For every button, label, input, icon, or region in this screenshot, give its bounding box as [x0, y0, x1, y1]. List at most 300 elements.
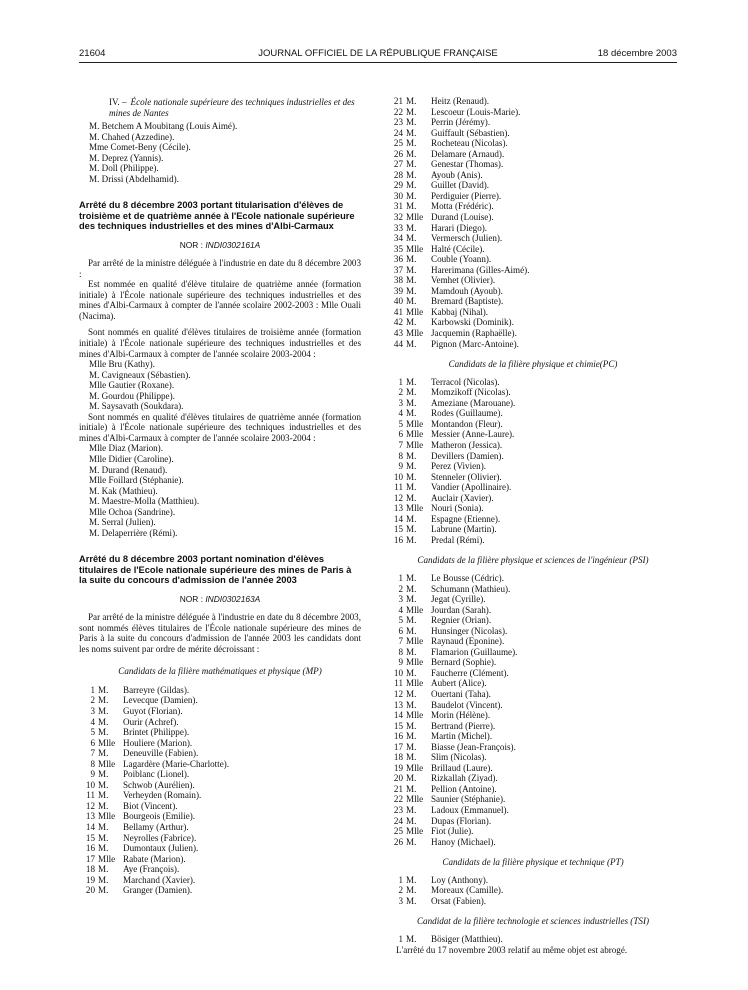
rank-number: 38 — [393, 275, 403, 286]
civil-title: M. — [406, 720, 417, 731]
civil-title: M. — [406, 138, 417, 149]
civil-title: Mlle — [406, 678, 424, 689]
ranked-row — [387, 149, 679, 160]
ranked-row — [387, 605, 679, 616]
ranked-row — [387, 377, 679, 388]
rank-number: 24 — [393, 127, 403, 138]
candidate-name: Ameziane (Marouane). — [431, 397, 516, 408]
list-item: Mlle Gautier (Roxane). — [89, 380, 175, 391]
civil-title: M. — [406, 752, 417, 763]
rank-number: 16 — [393, 731, 403, 742]
civil-title: M. — [406, 471, 417, 482]
rank-number: 16 — [393, 534, 403, 545]
issue-date: 18 décembre 2003 — [597, 48, 677, 59]
candidate-name: Mamdouh (Ayoub). — [431, 285, 503, 296]
rank-number: 18 — [393, 752, 403, 763]
ranked-row — [79, 875, 361, 886]
nantes-name-list — [79, 121, 361, 184]
civil-title: M. — [406, 180, 417, 191]
civil-title: Mlle — [406, 762, 424, 773]
candidate-name: Baudelot (Vincent). — [431, 699, 503, 710]
civil-title: Mlle — [98, 853, 116, 864]
rank-number: 23 — [393, 117, 403, 128]
candidate-name: Dumontaux (Julien). — [123, 843, 199, 854]
rank-number: 1 — [90, 684, 95, 695]
list-item: M. Durand (Renaud). — [89, 464, 168, 475]
rank-number: 36 — [393, 254, 403, 265]
civil-title: Mlle — [406, 826, 424, 837]
civil-title: M. — [98, 716, 109, 727]
rank-number: 2 — [398, 387, 403, 398]
civil-title: M. — [406, 159, 417, 170]
rank-number: 10 — [393, 667, 403, 678]
civil-title: M. — [406, 222, 417, 233]
fourth-year-list — [79, 443, 361, 538]
psi-candidate-list — [387, 573, 679, 847]
candidate-name: Barreyre (Gildas). — [123, 684, 190, 695]
list-item: Mlle Didier (Caroline). — [89, 453, 174, 464]
candidate-name: Dupas (Florian). — [431, 815, 492, 826]
candidate-name: Rizkallah (Ziyad). — [431, 773, 498, 784]
journal-title: JOURNAL OFFICIEL DE LA RÉPUBLIQUE FRANÇAISE — [258, 48, 498, 59]
rank-number: 14 — [85, 821, 95, 832]
civil-title: Mlle — [406, 794, 424, 805]
candidate-name: Genestar (Thomas). — [431, 159, 504, 170]
ranked-row — [387, 296, 679, 307]
rank-number: 40 — [393, 296, 403, 307]
rank-number: 8 — [398, 450, 403, 461]
candidate-name: Delamare (Arnaud). — [431, 148, 505, 159]
civil-title: M. — [406, 773, 417, 784]
ranked-row — [387, 472, 679, 483]
ranked-row — [79, 811, 361, 822]
rank-number: 2 — [90, 695, 95, 706]
candidate-name: Perrin (Jérémy). — [431, 117, 491, 128]
paragraph: Par arrêté de la ministre déléguée à l'industrie en date du 8 décembre 2003, sont nommés élèves titulaires de l'École nationale supérieure des mines de Paris à la suite du concours d'admission de l'année 2003 les candidats dont les noms suivent par ordre de mérite décroissant : — [79, 612, 361, 654]
ranked-row — [387, 773, 679, 784]
rank-number: 41 — [393, 306, 403, 317]
candidate-name: Matheron (Jessica). — [431, 439, 503, 450]
ranked-row — [387, 317, 679, 328]
civil-title: M. — [406, 127, 417, 138]
ranked-row — [387, 408, 679, 419]
list-item: M. Betchem A Moubitang (Louis Aimé). — [89, 121, 238, 132]
list-item: M. Saysavath (Soukdara). — [89, 401, 184, 412]
civil-title: Mlle — [406, 418, 424, 429]
civil-title: M. — [406, 885, 417, 896]
ranked-row — [387, 615, 679, 626]
nor-line — [79, 240, 361, 251]
school-title: École nationale supérieure des techniques industrielles et des mines de Nantes — [109, 97, 355, 118]
civil-title: M. — [98, 821, 109, 832]
ranked-row — [387, 503, 679, 514]
rank-number: 3 — [398, 397, 403, 408]
candidate-name: Pellion (Antoine). — [431, 783, 497, 794]
ranked-row — [387, 837, 679, 848]
civil-title: M. — [406, 731, 417, 742]
civil-title: Mlle — [406, 503, 424, 514]
ranked-row — [387, 524, 679, 535]
paragraph: Par arrêté de la ministre déléguée à l'industrie en date du 8 décembre 2003 : — [79, 258, 361, 279]
ranked-row — [387, 180, 679, 191]
rank-number: 9 — [90, 769, 95, 780]
rank-number: 15 — [393, 524, 403, 535]
ranked-row — [387, 742, 679, 753]
list-item: Mlle Bru (Kathy). — [89, 359, 155, 370]
candidate-name: Ladoux (Emmanuel). — [431, 805, 509, 815]
ranked-row — [387, 339, 679, 350]
ranked-row — [387, 387, 679, 398]
candidate-name: Verheyden (Romain). — [123, 790, 202, 801]
civil-title: Mlle — [98, 737, 116, 748]
candidate-name: Guyot (Florian). — [123, 705, 183, 716]
ranked-row — [387, 117, 679, 128]
civil-title: M. — [98, 705, 109, 716]
candidate-name: Motta (Frédéric). — [431, 201, 494, 212]
candidate-name: Levecque (Damien). — [123, 695, 198, 706]
ranked-row — [387, 451, 679, 462]
candidate-name: Regnier (Orian). — [431, 615, 492, 626]
ranked-row — [79, 706, 361, 717]
rank-number: 21 — [393, 96, 403, 106]
civil-title: M. — [98, 684, 109, 695]
pt-candidate-list — [387, 875, 679, 907]
candidate-name: Lagardère (Marie-Charlotte). — [123, 758, 230, 769]
civil-title: M. — [406, 387, 417, 398]
ranked-row — [387, 647, 679, 658]
candidate-name: Orsat (Fabien). — [431, 895, 487, 906]
candidate-name: Halté (Cécile). — [431, 243, 485, 254]
civil-title: Mlle — [406, 657, 424, 668]
candidate-name: Aubert (Alice). — [431, 678, 487, 689]
ranked-row — [387, 885, 679, 896]
civil-title: Mlle — [406, 429, 424, 440]
roman-numeral: IV. – — [109, 97, 127, 107]
civil-title: M. — [98, 748, 109, 759]
rank-number: 7 — [398, 439, 403, 450]
rank-number: 25 — [393, 826, 403, 837]
civil-title: M. — [406, 874, 417, 885]
rank-number: 1 — [398, 933, 403, 944]
candidate-name: Schumann (Mathieu). — [431, 583, 511, 594]
candidate-name: Bremard (Baptiste). — [431, 296, 504, 307]
nor-label: NOR : — [179, 593, 203, 604]
rank-number: 11 — [394, 678, 403, 689]
rank-number: 20 — [393, 773, 403, 784]
civil-title: Mlle — [406, 328, 424, 339]
pt-heading: Candidats de la filière physique et technique (PT) — [442, 857, 624, 868]
candidate-name: Messier (Anne-Laure). — [431, 429, 515, 440]
candidate-name: Perdiguier (Pierre). — [431, 190, 502, 201]
rank-number: 6 — [398, 429, 403, 440]
civil-title: Mlle — [406, 439, 424, 450]
ranked-row — [387, 826, 679, 837]
civil-title: M. — [98, 769, 109, 780]
candidate-name: Poiblanc (Lionel). — [123, 769, 190, 780]
civil-title: M. — [406, 783, 417, 794]
rank-number: 5 — [398, 418, 403, 429]
civil-title: M. — [406, 285, 417, 296]
rank-number: 20 — [85, 885, 95, 896]
rank-number: 1 — [398, 376, 403, 387]
candidate-name: Bösiger (Matthieu). — [431, 933, 503, 944]
ranked-row — [387, 514, 679, 525]
candidate-name: Terracol (Nicolas). — [431, 376, 500, 387]
list-item: M. Maestre-Molla (Matthieu). — [89, 496, 200, 507]
arrete-title-paris: Arrêté du 8 décembre 2003 portant nomination d'élèves titulaires de l'Ecole nationale supérieure des mines de Paris à la suite du concours d'admission de l'année 2003 — [79, 554, 352, 586]
rank-number: 4 — [398, 604, 403, 615]
rank-number: 4 — [398, 408, 403, 419]
candidate-name: Lescoeur (Louis-Marie). — [431, 106, 521, 117]
civil-title: Mlle — [406, 604, 424, 615]
candidate-name: Raynaud (Eponine). — [431, 636, 505, 647]
rank-number: 3 — [398, 594, 403, 605]
candidate-name: Rocheteau (Nicolas). — [431, 138, 508, 149]
ranked-row — [79, 685, 361, 696]
candidate-name: Houliere (Marion). — [123, 737, 193, 748]
candidate-name: Pignon (Marc-Antoine). — [431, 338, 519, 349]
civil-title: M. — [406, 190, 417, 201]
ranked-row — [387, 96, 679, 107]
list-item: M. Cavigneaux (Sébastien). — [89, 369, 191, 380]
rank-number: 10 — [85, 779, 95, 790]
candidate-name: Jacquemin (Raphaëlle). — [431, 328, 517, 339]
civil-title: M. — [406, 594, 417, 605]
candidate-name: Espagne (Etienne). — [431, 513, 501, 524]
rank-number: 7 — [398, 636, 403, 647]
candidate-name: Granger (Damien). — [123, 885, 193, 896]
candidate-name: Vandier (Apollinaire). — [431, 482, 512, 493]
ranked-row — [387, 668, 679, 679]
candidate-name: Loy (Anthony). — [431, 874, 489, 885]
candidate-name: Brintet (Philippe). — [123, 727, 190, 738]
candidate-name: Nouri (Sonia). — [431, 503, 484, 514]
ranked-row — [387, 763, 679, 774]
rank-number: 16 — [85, 843, 95, 854]
tsi-candidate-list — [387, 934, 679, 945]
candidate-name: Rabate (Marion). — [123, 853, 186, 864]
civil-title: M. — [406, 933, 417, 944]
candidate-name: Aye (François). — [123, 864, 180, 875]
candidate-name: Neyrolles (Fabrice). — [123, 832, 197, 843]
candidate-name: Kabbaj (Nihal). — [431, 306, 489, 317]
ranked-row — [387, 710, 679, 721]
rank-number: 21 — [393, 783, 403, 794]
civil-title: M. — [406, 169, 417, 180]
civil-title: M. — [406, 148, 417, 159]
civil-title: M. — [406, 534, 417, 545]
candidate-name: Bertrand (Pierre). — [431, 720, 496, 731]
rank-number: 5 — [90, 727, 95, 738]
rank-number: 1 — [398, 874, 403, 885]
rank-number: 39 — [393, 285, 403, 296]
rank-number: 42 — [393, 317, 403, 328]
candidate-name: Heitz (Renaud). — [431, 96, 490, 106]
ranked-row — [387, 286, 679, 297]
ranked-row — [387, 138, 679, 149]
ranked-row — [387, 398, 679, 409]
civil-title: M. — [406, 275, 417, 286]
mp-heading: Candidats de la filière mathématiques et physique (MP) — [118, 666, 322, 677]
ranked-row — [387, 678, 679, 689]
nor-label: NOR : — [179, 239, 203, 250]
ranked-row — [79, 727, 361, 738]
abrogation-note: L'arrêté du 17 novembre 2003 relatif au même objet est abrogé. — [396, 945, 628, 956]
candidate-name: Bellamy (Arthur). — [123, 821, 189, 832]
ranked-row — [387, 689, 679, 700]
civil-title: Mlle — [98, 758, 116, 769]
candidate-name: Moreaux (Camille). — [431, 885, 504, 896]
ranked-row — [387, 461, 679, 472]
civil-title: M. — [406, 688, 417, 699]
civil-title: Mlle — [406, 636, 424, 647]
ranked-row — [387, 816, 679, 827]
ranked-row — [79, 738, 361, 749]
rank-number: 24 — [393, 815, 403, 826]
candidate-name: Auclair (Xavier). — [431, 492, 494, 503]
mp-candidate-list — [79, 685, 361, 896]
civil-title: M. — [406, 625, 417, 636]
ranked-row — [79, 759, 361, 770]
candidate-name: Stenneler (Olivier). — [431, 471, 502, 482]
ranked-row — [387, 275, 679, 286]
candidate-name: Jourdan (Sarah). — [431, 604, 492, 615]
mp-candidate-list-continued — [387, 96, 679, 349]
civil-title: M. — [406, 741, 417, 752]
list-item: M. Drissi (Abdelhamid). — [89, 173, 179, 184]
right-column — [387, 96, 679, 956]
civil-title: M. — [406, 492, 417, 503]
ranked-row — [79, 801, 361, 812]
rank-number: 17 — [393, 741, 403, 752]
candidate-name: Biasse (Jean-François). — [431, 741, 516, 752]
rank-number: 43 — [393, 328, 403, 339]
ranked-row — [79, 843, 361, 854]
ranked-row — [387, 721, 679, 732]
ranked-row — [387, 419, 679, 430]
candidate-name: Biot (Vincent). — [123, 800, 178, 811]
civil-title: M. — [406, 667, 417, 678]
candidate-name: Faucherre (Clément). — [431, 667, 509, 678]
rank-number: 32 — [393, 212, 403, 223]
candidate-name: Schwob (Aurélien). — [123, 779, 195, 790]
psi-heading: Candidats de la filière physique et sciences de l'ingénieur (PSI) — [417, 555, 649, 566]
list-item: M. Gourdou (Philippe). — [89, 390, 175, 401]
ranked-row — [387, 254, 679, 265]
civil-title: M. — [98, 790, 109, 801]
rank-number: 22 — [393, 794, 403, 805]
ranked-row — [387, 328, 679, 339]
rank-number: 4 — [90, 716, 95, 727]
candidate-name: Hanoy (Michael). — [431, 836, 496, 847]
candidate-name: Labrune (Martin). — [431, 524, 497, 535]
civil-title: M. — [406, 296, 417, 307]
civil-title: Mlle — [406, 306, 424, 317]
candidate-name: Hunsinger (Nicolas). — [431, 625, 508, 636]
rank-number: 12 — [393, 688, 403, 699]
rank-number: 23 — [393, 805, 403, 815]
rank-number: 6 — [398, 625, 403, 636]
rank-number: 2 — [398, 583, 403, 594]
civil-title: M. — [406, 376, 417, 387]
ranked-row — [387, 657, 679, 668]
candidate-name: Ouertani (Taha). — [431, 688, 491, 699]
civil-title: Mlle — [98, 811, 116, 822]
candidate-name: Bourgeois (Emilie). — [123, 811, 196, 822]
civil-title: M. — [406, 106, 417, 117]
ranked-row — [387, 223, 679, 234]
civil-title: M. — [406, 815, 417, 826]
candidate-name: Karbowski (Dominik). — [431, 317, 514, 328]
list-item: M. Deprez (Yannis). — [89, 152, 164, 163]
civil-title: M. — [406, 805, 417, 815]
ranked-row — [387, 265, 679, 276]
rank-number: 31 — [393, 201, 403, 212]
candidate-name: Couble (Yoann). — [431, 254, 492, 265]
ranked-row — [79, 748, 361, 759]
civil-title: M. — [406, 482, 417, 493]
rank-number: 28 — [393, 169, 403, 180]
candidate-name: Harari (Diego). — [431, 222, 488, 233]
civil-title: M. — [406, 524, 417, 535]
civil-title: M. — [406, 96, 417, 106]
candidate-name: Le Bousse (Cédric). — [431, 572, 504, 583]
civil-title: M. — [98, 885, 109, 896]
ranked-row — [387, 201, 679, 212]
ranked-row — [79, 885, 361, 896]
rank-number: 6 — [90, 737, 95, 748]
rank-number: 8 — [90, 758, 95, 769]
candidate-name: Predal (Rémi). — [431, 534, 485, 545]
candidate-name: Flamarion (Guillaume). — [431, 646, 518, 657]
rank-number: 11 — [86, 790, 95, 801]
ranked-row — [387, 752, 679, 763]
ranked-row — [387, 875, 679, 886]
ranked-row — [387, 159, 679, 170]
rank-number: 26 — [393, 148, 403, 159]
ranked-row — [387, 107, 679, 118]
candidate-name: Harerimana (Gilles-Aimé). — [431, 264, 530, 275]
tsi-heading: Candidat de la filière technologie et sciences industrielles (TSI) — [416, 916, 649, 927]
civil-title: M. — [406, 117, 417, 128]
rank-number: 35 — [393, 243, 403, 254]
rank-number: 34 — [393, 233, 403, 244]
ranked-row — [79, 854, 361, 865]
rank-number: 27 — [393, 159, 403, 170]
candidate-name: Devillers (Damien). — [431, 450, 504, 461]
ranked-row — [387, 731, 679, 742]
civil-title: Mlle — [406, 243, 424, 254]
rank-number: 17 — [85, 853, 95, 864]
civil-title: M. — [406, 397, 417, 408]
arrete-title-albi: Arrêté du 8 décembre 2003 portant titularisation d'élèves de troisième et de quatrième année à l'Ecole nationale supérieure des techniques industrielles et des mines d'Albi-Carmaux — [79, 200, 355, 232]
civil-title: M. — [406, 233, 417, 244]
ranked-row — [387, 636, 679, 647]
civil-title: M. — [406, 461, 417, 472]
candidate-name: Durand (Louise). — [431, 212, 494, 223]
ranked-row — [79, 833, 361, 844]
rank-number: 8 — [398, 646, 403, 657]
rank-number: 19 — [85, 874, 95, 885]
ranked-row — [79, 780, 361, 791]
civil-title: M. — [406, 264, 417, 275]
civil-title: M. — [98, 727, 109, 738]
ranked-row — [387, 307, 679, 318]
ranked-row — [387, 896, 679, 907]
rank-number: 2 — [398, 885, 403, 896]
ranked-row — [79, 790, 361, 801]
pc-candidate-list — [387, 377, 679, 546]
